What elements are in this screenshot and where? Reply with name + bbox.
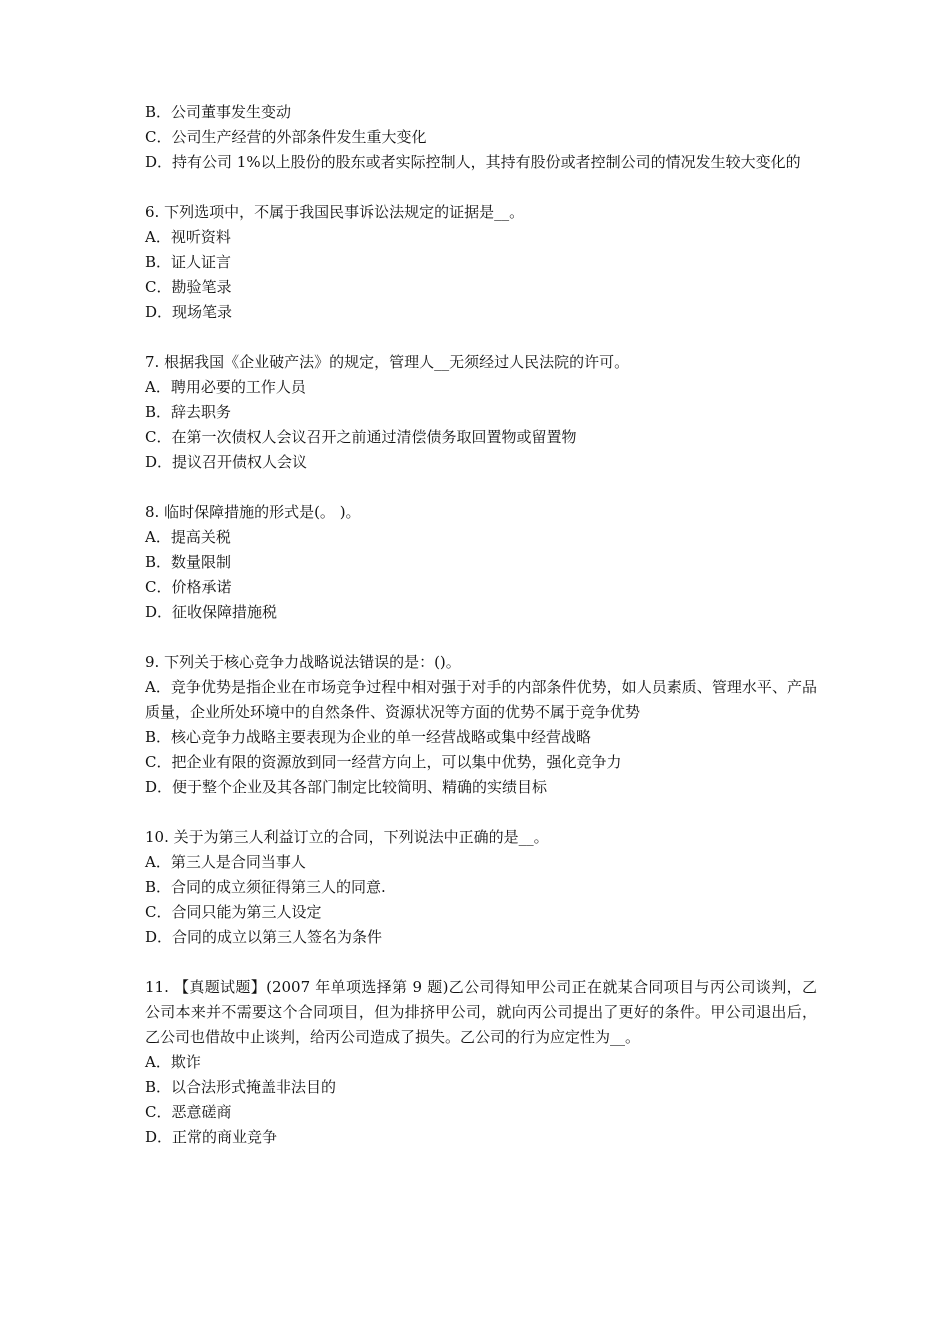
question-stem: 6. 下列选项中，不属于我国民事诉讼法规定的证据是__。 [145,203,525,221]
option-a: A．欺诈 [145,1053,201,1071]
spacer [145,950,817,975]
question-8 [145,500,817,625]
option-d: D．现场笔录 [145,303,233,321]
option-c: C．合同只能为第三人设定 [145,903,322,921]
option-d: D．合同的成立以第三人签名为条件 [145,928,383,946]
spacer [145,325,817,350]
option-d: D．征收保障措施税 [145,603,278,621]
option-b: B．核心竞争力战略主要表现为企业的单一经营战略或集中经营战略 [145,728,592,746]
question-stem: 8. 临时保障措施的形式是(。 )。 [145,503,361,521]
option-a: A．聘用必要的工作人员 [145,378,306,396]
spacer [145,475,817,500]
option-c: C．价格承诺 [145,578,232,596]
option-a: A．视听资料 [145,228,231,246]
option-b: B．证人证言 [145,253,232,271]
option-c: C．公司生产经营的外部条件发生重大变化 [145,128,427,146]
option-a: A．竞争优势是指企业在市场竞争过程中相对强于对手的内部条件优势，如人员素质、管理水平、产品质量，企业所处环境中的自然条件、资源状况等方面的优势不属于竞争优势 [145,678,817,721]
option-b: B．以合法形式掩盖非法目的 [145,1078,337,1096]
option-c: C．恶意磋商 [145,1103,232,1121]
question-stem: 10. 关于为第三人利益订立的合同，下列说法中正确的是__。 [145,828,549,846]
option-b: B．合同的成立须征得第三人的同意. [145,878,386,896]
option-a: A．第三人是合同当事人 [145,853,306,871]
spacer [145,625,817,650]
option-b: B．数量限制 [145,553,232,571]
option-c: C．把企业有限的资源放到同一经营方向上，可以集中优势，强化竞争力 [145,753,622,771]
option-d: D．持有公司 1%以上股份的股东或者实际控制人，其持有股份或者控制公司的情况发生较大变化的 [145,153,801,171]
question-list [145,100,817,1150]
question-stem: 9. 下列关于核心竞争力战略说法错误的是：()。 [145,653,461,671]
option-d: D．正常的商业竞争 [145,1128,278,1146]
question-11 [145,975,817,1150]
option-a: A．提高关税 [145,528,231,546]
question-stem: 11. 【真题试题】(2007 年单项选择第 9 题)乙公司得知甲公司正在就某合同项目与丙公司谈判，乙公司本来并不需要这个合同项目，但为排挤甲公司，就向丙公司提出了更好的条件。甲公司退出后，乙公司也借故中止谈判，给丙公司造成了损失。乙公司的行为应定性为__。 [145,978,817,1046]
option-b: B．辞去职务 [145,403,232,421]
option-c: C．在第一次债权人会议召开之前通过清偿债务取回置物或留置物 [145,428,577,446]
spacer [145,175,817,200]
option-b: B．公司董事发生变动 [145,103,292,121]
question-10 [145,825,817,950]
question-6 [145,200,817,325]
option-d: D．便于整个企业及其各部门制定比较简明、精确的实绩目标 [145,778,548,796]
question-9 [145,650,817,800]
question-7 [145,350,817,475]
spacer [145,800,817,825]
question-stem: 7. 根据我国《企业破产法》的规定，管理人__无须经过人民法院的许可。 [145,353,630,371]
question-5-tail [145,100,817,175]
option-d: D．提议召开债权人会议 [145,453,308,471]
option-c: C．勘验笔录 [145,278,232,296]
